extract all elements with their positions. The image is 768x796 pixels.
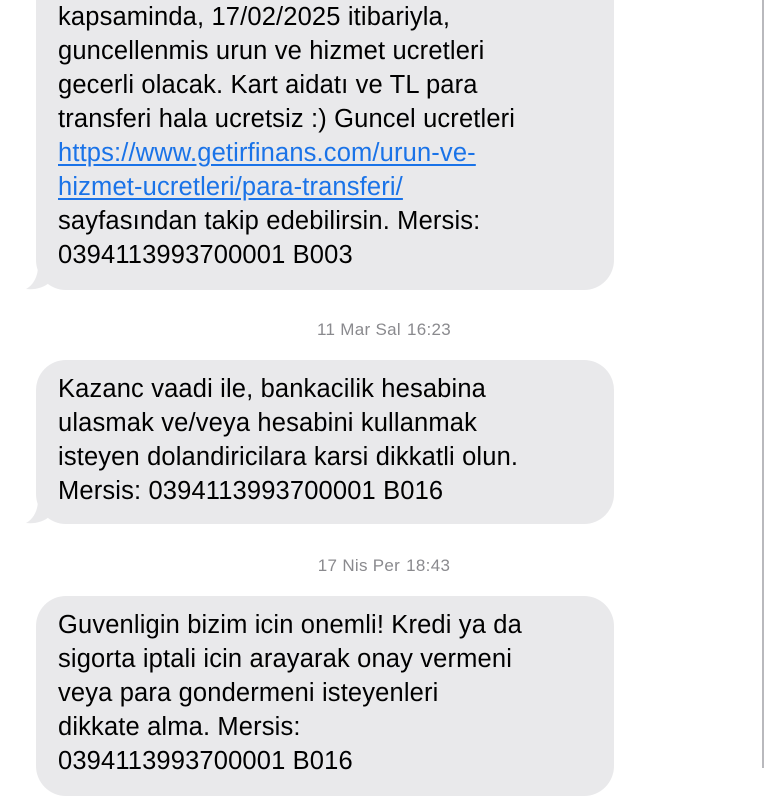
message-bubble[interactable] <box>36 596 614 796</box>
message-text: guncellenmis urun ve hizmet ucretleri <box>58 37 485 65</box>
message-bubble[interactable] <box>36 0 614 290</box>
bubble-tail <box>24 266 50 290</box>
message-link[interactable]: https://www.getirfinans.com/urun-ve- <box>58 139 476 167</box>
message-text: 0394113993700001 B003 <box>58 241 353 269</box>
window-edge <box>762 0 764 768</box>
message-text: gecerli olacak. Kart aidatı ve TL para <box>58 71 478 99</box>
timestamp-time: 16:23 <box>406 320 451 339</box>
message-text: Mersis: 0394113993700001 B016 <box>58 477 444 505</box>
timestamp-date: 11 Mar Sal <box>317 320 401 339</box>
message-text: ulasmak ve/veya hesabini kullanmak <box>58 409 477 437</box>
message-text: sigorta iptali icin arayarak onay vermeni <box>58 645 513 673</box>
message-bubble[interactable] <box>36 360 614 524</box>
message-text: dikkate alma. Mersis: <box>58 713 301 741</box>
message-timestamp <box>0 556 768 576</box>
message-timestamp <box>0 320 768 340</box>
message-link[interactable]: hizmet-ucretleri/para-transferi/ <box>58 173 403 201</box>
message-text: isteyen dolandiricilara karsi dikkatli olun. <box>58 443 519 471</box>
message-text: transferi hala ucretsiz :) Guncel ucretleri <box>58 105 516 133</box>
timestamp-time: 18:43 <box>406 556 451 575</box>
message-text: Guvenligin bizim icin onemli! Kredi ya da <box>58 611 522 639</box>
message-text: 0394113993700001 B016 <box>58 747 353 775</box>
message-text: Kazanc vaadi ile, bankacilik hesabina <box>58 375 486 403</box>
message-text: kapsaminda, 17/02/2025 itibariyla, <box>58 3 451 31</box>
bubble-tail <box>24 500 50 524</box>
message-text: sayfasından takip edebilirsin. Mersis: <box>58 207 481 235</box>
message-text: veya para gondermeni isteyenleri <box>58 679 439 707</box>
timestamp-date: 17 Nis Per <box>317 556 401 575</box>
